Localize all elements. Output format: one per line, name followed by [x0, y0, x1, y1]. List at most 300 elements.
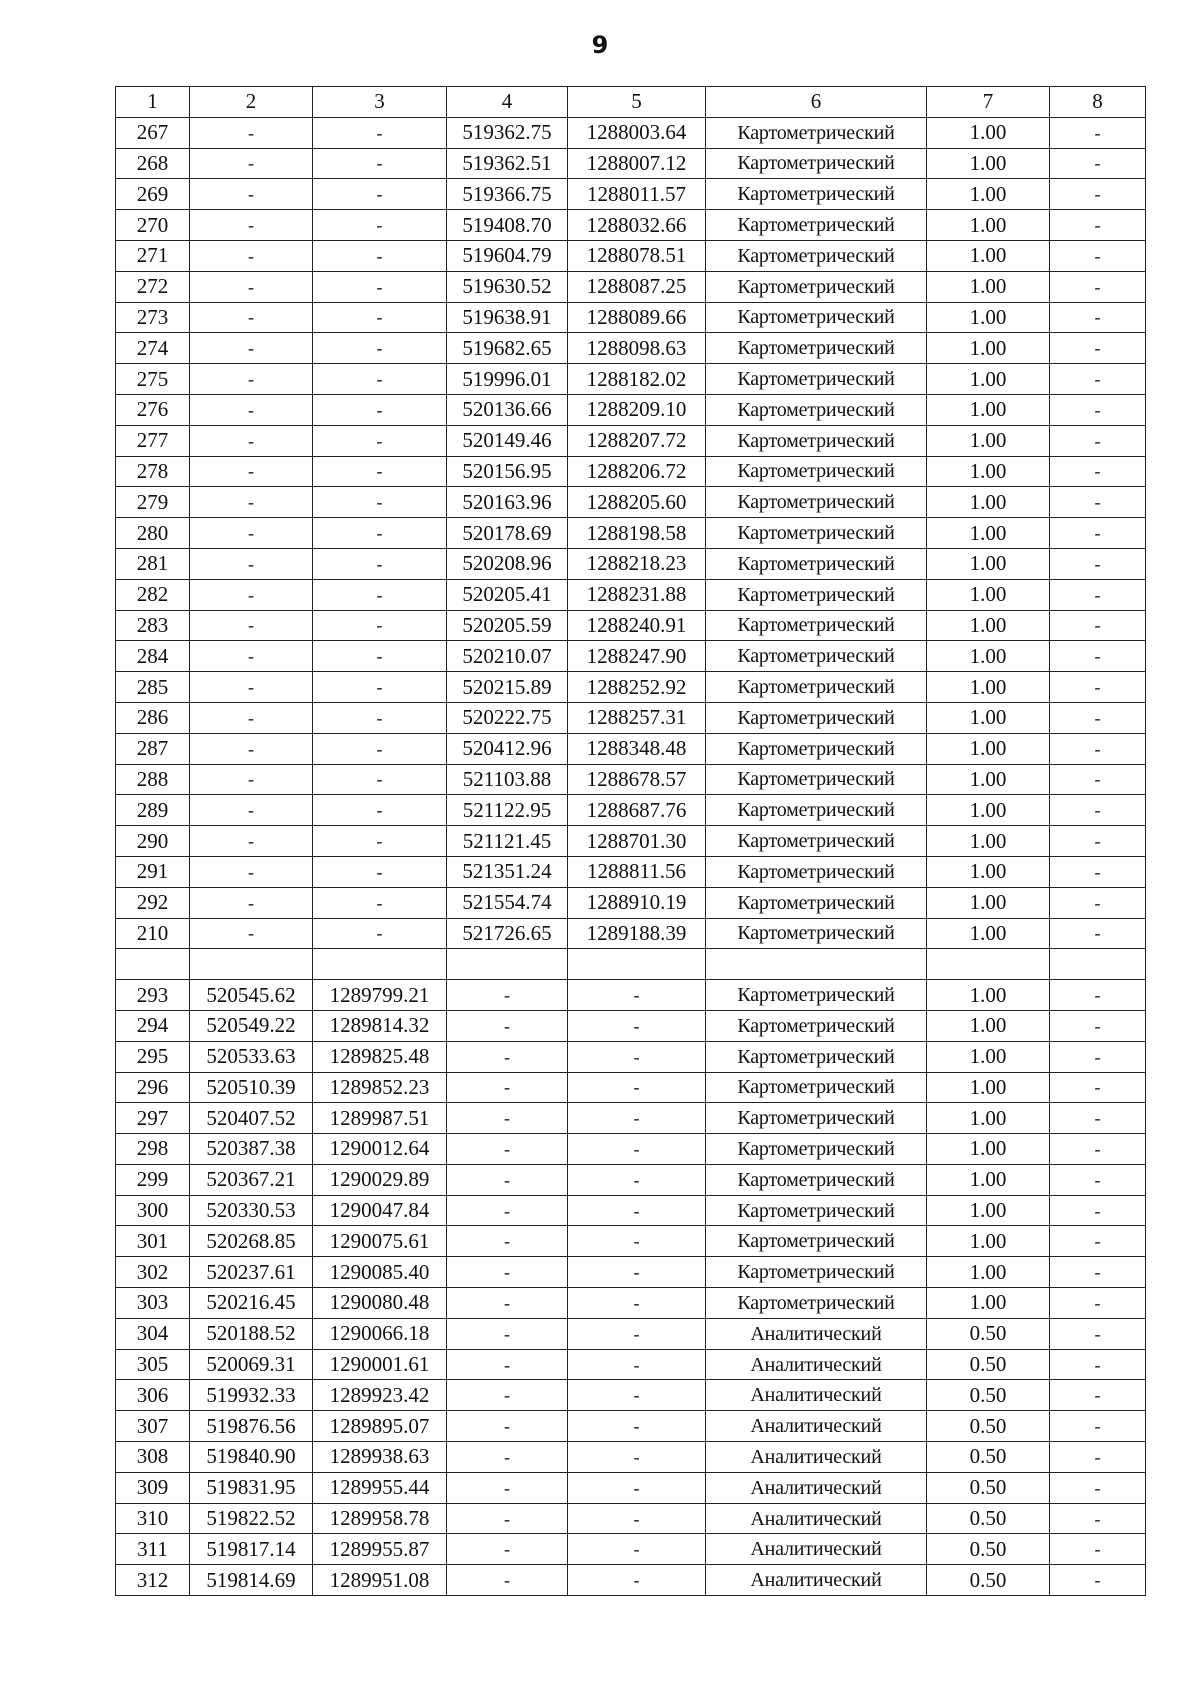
- accuracy-cell: 1.00: [927, 1134, 1050, 1165]
- coord-y-cell: -: [313, 333, 447, 364]
- method-cell: Картометрический: [706, 856, 927, 887]
- method-cell: Картометрический: [706, 887, 927, 918]
- note-cell: -: [1050, 394, 1146, 425]
- point-number-cell: [116, 949, 190, 980]
- method-cell: Картометрический: [706, 1072, 927, 1103]
- coord-x-cell: -: [190, 271, 313, 302]
- accuracy-cell: 1.00: [927, 271, 1050, 302]
- coord-x-cell: -: [190, 702, 313, 733]
- coord-x-old-cell: -: [447, 1472, 568, 1503]
- point-number-cell: 297: [116, 1103, 190, 1134]
- method-cell: Картометрический: [706, 1164, 927, 1195]
- coord-y-cell: 1289958.78: [313, 1503, 447, 1534]
- coord-x-old-cell: 519630.52: [447, 271, 568, 302]
- method-cell: Картометрический: [706, 610, 927, 641]
- point-number-cell: 277: [116, 425, 190, 456]
- accuracy-cell: 1.00: [927, 425, 1050, 456]
- coord-y-cell: 1289955.87: [313, 1534, 447, 1565]
- coord-x-old-cell: -: [447, 1503, 568, 1534]
- method-cell: Картометрический: [706, 394, 927, 425]
- note-cell: -: [1050, 980, 1146, 1011]
- table-row: [116, 887, 1146, 918]
- table-row: [116, 1442, 1146, 1473]
- coord-y-cell: 1289955.44: [313, 1472, 447, 1503]
- coord-y-old-cell: -: [568, 1226, 706, 1257]
- coord-x-old-cell: 520208.96: [447, 548, 568, 579]
- column-header: 6: [706, 87, 927, 118]
- coord-y-old-cell: -: [568, 1164, 706, 1195]
- accuracy-cell: 0.50: [927, 1565, 1050, 1596]
- table-row: [116, 1349, 1146, 1380]
- coord-x-cell: -: [190, 487, 313, 518]
- coord-x-old-cell: -: [447, 1565, 568, 1596]
- note-cell: -: [1050, 1349, 1146, 1380]
- table-row: [116, 117, 1146, 148]
- coord-y-cell: -: [313, 610, 447, 641]
- table-row: [116, 518, 1146, 549]
- coord-y-old-cell: -: [568, 1257, 706, 1288]
- table-row: [116, 672, 1146, 703]
- coord-y-old-cell: 1288032.66: [568, 210, 706, 241]
- method-cell: Картометрический: [706, 918, 927, 949]
- coord-y-cell: -: [313, 764, 447, 795]
- column-header: 5: [568, 87, 706, 118]
- table-row: [116, 1072, 1146, 1103]
- note-cell: [1050, 949, 1146, 980]
- coord-y-cell: -: [313, 487, 447, 518]
- coord-y-cell: 1289923.42: [313, 1380, 447, 1411]
- accuracy-cell: 0.50: [927, 1534, 1050, 1565]
- coord-x-cell: -: [190, 795, 313, 826]
- coord-y-old-cell: -: [568, 1195, 706, 1226]
- coord-x-cell: -: [190, 394, 313, 425]
- point-number-cell: 290: [116, 826, 190, 857]
- accuracy-cell: 1.00: [927, 302, 1050, 333]
- table-row: [116, 610, 1146, 641]
- method-cell: Картометрический: [706, 702, 927, 733]
- table-row: [116, 364, 1146, 395]
- coord-x-old-cell: 520163.96: [447, 487, 568, 518]
- point-number-cell: 305: [116, 1349, 190, 1380]
- point-number-cell: 279: [116, 487, 190, 518]
- coord-x-old-cell: 520136.66: [447, 394, 568, 425]
- table-row: [116, 1318, 1146, 1349]
- method-cell: Аналитический: [706, 1503, 927, 1534]
- method-cell: Картометрический: [706, 1134, 927, 1165]
- table-row: [116, 1010, 1146, 1041]
- point-number-cell: 270: [116, 210, 190, 241]
- coord-y-cell: -: [313, 887, 447, 918]
- note-cell: -: [1050, 672, 1146, 703]
- coord-x-cell: -: [190, 887, 313, 918]
- accuracy-cell: 1.00: [927, 918, 1050, 949]
- coord-y-old-cell: -: [568, 1103, 706, 1134]
- column-header: 4: [447, 87, 568, 118]
- point-number-cell: 272: [116, 271, 190, 302]
- point-number-cell: 284: [116, 641, 190, 672]
- method-cell: Аналитический: [706, 1472, 927, 1503]
- point-number-cell: 302: [116, 1257, 190, 1288]
- coord-y-cell: -: [313, 394, 447, 425]
- coord-x-cell: 520330.53: [190, 1195, 313, 1226]
- coord-x-cell: 520069.31: [190, 1349, 313, 1380]
- coord-y-old-cell: 1288240.91: [568, 610, 706, 641]
- note-cell: -: [1050, 1226, 1146, 1257]
- coord-y-old-cell: 1288087.25: [568, 271, 706, 302]
- table-row: [116, 425, 1146, 456]
- coord-x-cell: 519840.90: [190, 1442, 313, 1473]
- accuracy-cell: 1.00: [927, 487, 1050, 518]
- coord-y-old-cell: 1288078.51: [568, 240, 706, 271]
- coord-y-cell: -: [313, 179, 447, 210]
- note-cell: -: [1050, 1411, 1146, 1442]
- coord-y-cell: 1290080.48: [313, 1288, 447, 1319]
- coord-x-cell: -: [190, 148, 313, 179]
- coord-x-old-cell: 520149.46: [447, 425, 568, 456]
- coord-x-cell: -: [190, 518, 313, 549]
- table-row: [116, 1534, 1146, 1565]
- coord-x-old-cell: 520205.59: [447, 610, 568, 641]
- note-cell: -: [1050, 117, 1146, 148]
- coord-x-cell: -: [190, 641, 313, 672]
- note-cell: -: [1050, 1318, 1146, 1349]
- coord-y-old-cell: -: [568, 1411, 706, 1442]
- header-row: [116, 87, 1146, 118]
- method-cell: Картометрический: [706, 980, 927, 1011]
- coord-y-cell: -: [313, 856, 447, 887]
- point-number-cell: 268: [116, 148, 190, 179]
- point-number-cell: 292: [116, 887, 190, 918]
- accuracy-cell: 1.00: [927, 702, 1050, 733]
- accuracy-cell: 0.50: [927, 1503, 1050, 1534]
- coord-y-old-cell: 1288003.64: [568, 117, 706, 148]
- point-number-cell: 286: [116, 702, 190, 733]
- table-row: [116, 1380, 1146, 1411]
- accuracy-cell: 1.00: [927, 887, 1050, 918]
- coord-x-cell: -: [190, 425, 313, 456]
- coord-y-old-cell: 1288678.57: [568, 764, 706, 795]
- coord-x-cell: -: [190, 117, 313, 148]
- method-cell: Картометрический: [706, 487, 927, 518]
- coord-x-cell: -: [190, 333, 313, 364]
- coord-x-cell: -: [190, 179, 313, 210]
- note-cell: -: [1050, 1041, 1146, 1072]
- coord-x-old-cell: 521554.74: [447, 887, 568, 918]
- coord-y-old-cell: 1288218.23: [568, 548, 706, 579]
- note-cell: -: [1050, 887, 1146, 918]
- coord-x-cell: 519817.14: [190, 1534, 313, 1565]
- coord-y-old-cell: 1288811.56: [568, 856, 706, 887]
- coord-y-old-cell: 1288701.30: [568, 826, 706, 857]
- accuracy-cell: 1.00: [927, 364, 1050, 395]
- point-number-cell: 275: [116, 364, 190, 395]
- table-row: [116, 240, 1146, 271]
- method-cell: Картометрический: [706, 518, 927, 549]
- coord-y-cell: -: [313, 918, 447, 949]
- coord-x-cell: 520367.21: [190, 1164, 313, 1195]
- table-row: [116, 333, 1146, 364]
- note-cell: -: [1050, 1534, 1146, 1565]
- point-number-cell: 280: [116, 518, 190, 549]
- note-cell: -: [1050, 487, 1146, 518]
- coord-y-old-cell: -: [568, 1010, 706, 1041]
- table-row: [116, 856, 1146, 887]
- coord-y-old-cell: 1288207.72: [568, 425, 706, 456]
- table-row: [116, 949, 1146, 980]
- coord-y-cell: -: [313, 240, 447, 271]
- coord-x-cell: -: [190, 672, 313, 703]
- coord-x-cell: -: [190, 456, 313, 487]
- coord-y-cell: 1290066.18: [313, 1318, 447, 1349]
- coord-x-cell: -: [190, 826, 313, 857]
- accuracy-cell: 1.00: [927, 456, 1050, 487]
- method-cell: Картометрический: [706, 117, 927, 148]
- coord-y-old-cell: -: [568, 980, 706, 1011]
- table-row: [116, 702, 1146, 733]
- coord-x-cell: 520188.52: [190, 1318, 313, 1349]
- accuracy-cell: 1.00: [927, 1072, 1050, 1103]
- accuracy-cell: 1.00: [927, 1010, 1050, 1041]
- method-cell: Аналитический: [706, 1411, 927, 1442]
- coord-x-old-cell: 519362.51: [447, 148, 568, 179]
- coord-y-old-cell: 1289188.39: [568, 918, 706, 949]
- table-row: [116, 764, 1146, 795]
- table-row: [116, 1565, 1146, 1596]
- coord-y-cell: 1290029.89: [313, 1164, 447, 1195]
- coord-y-cell: -: [313, 271, 447, 302]
- point-number-cell: 304: [116, 1318, 190, 1349]
- coord-y-old-cell: 1288209.10: [568, 394, 706, 425]
- coord-x-cell: 520510.39: [190, 1072, 313, 1103]
- coord-y-old-cell: 1288007.12: [568, 148, 706, 179]
- accuracy-cell: 1.00: [927, 518, 1050, 549]
- coord-y-cell: -: [313, 210, 447, 241]
- table-row: [116, 1041, 1146, 1072]
- coord-y-cell: 1289825.48: [313, 1041, 447, 1072]
- method-cell: Картометрический: [706, 364, 927, 395]
- method-cell: Картометрический: [706, 456, 927, 487]
- method-cell: Картометрический: [706, 148, 927, 179]
- accuracy-cell: 1.00: [927, 1226, 1050, 1257]
- coord-y-cell: -: [313, 702, 447, 733]
- coord-y-old-cell: 1288089.66: [568, 302, 706, 333]
- accuracy-cell: 1.00: [927, 148, 1050, 179]
- method-cell: Картометрический: [706, 1041, 927, 1072]
- coord-y-cell: -: [313, 117, 447, 148]
- coord-x-cell: 520387.38: [190, 1134, 313, 1165]
- table-row: [116, 641, 1146, 672]
- coord-y-old-cell: -: [568, 1288, 706, 1319]
- coord-y-old-cell: 1288231.88: [568, 579, 706, 610]
- coord-x-old-cell: -: [447, 1411, 568, 1442]
- coord-x-cell: 520407.52: [190, 1103, 313, 1134]
- note-cell: -: [1050, 826, 1146, 857]
- point-number-cell: 278: [116, 456, 190, 487]
- coord-y-cell: 1290047.84: [313, 1195, 447, 1226]
- method-cell: Картометрический: [706, 548, 927, 579]
- coord-x-cell: -: [190, 364, 313, 395]
- coord-x-old-cell: 520412.96: [447, 733, 568, 764]
- coord-x-cell: 520545.62: [190, 980, 313, 1011]
- table-row: [116, 1411, 1146, 1442]
- coord-x-cell: -: [190, 733, 313, 764]
- note-cell: -: [1050, 425, 1146, 456]
- table-row: [116, 210, 1146, 241]
- point-number-cell: 300: [116, 1195, 190, 1226]
- coord-y-old-cell: -: [568, 1134, 706, 1165]
- note-cell: -: [1050, 702, 1146, 733]
- coord-x-old-cell: -: [447, 1010, 568, 1041]
- coord-x-old-cell: 519362.75: [447, 117, 568, 148]
- coord-x-old-cell: -: [447, 1534, 568, 1565]
- table-row: [116, 179, 1146, 210]
- point-number-cell: 303: [116, 1288, 190, 1319]
- coord-x-cell: 519831.95: [190, 1472, 313, 1503]
- method-cell: Картометрический: [706, 733, 927, 764]
- accuracy-cell: 1.00: [927, 1164, 1050, 1195]
- note-cell: -: [1050, 1103, 1146, 1134]
- coord-x-old-cell: 519682.65: [447, 333, 568, 364]
- note-cell: -: [1050, 271, 1146, 302]
- note-cell: -: [1050, 1195, 1146, 1226]
- accuracy-cell: 1.00: [927, 394, 1050, 425]
- coord-x-cell: 520549.22: [190, 1010, 313, 1041]
- table-row: [116, 1226, 1146, 1257]
- coord-x-old-cell: -: [447, 1072, 568, 1103]
- coord-y-cell: -: [313, 548, 447, 579]
- method-cell: Картометрический: [706, 1103, 927, 1134]
- table-row: [116, 302, 1146, 333]
- table-row: [116, 733, 1146, 764]
- accuracy-cell: [927, 949, 1050, 980]
- note-cell: -: [1050, 548, 1146, 579]
- coord-x-old-cell: -: [447, 1257, 568, 1288]
- note-cell: -: [1050, 1134, 1146, 1165]
- coord-y-cell: -: [313, 148, 447, 179]
- method-cell: Картометрический: [706, 425, 927, 456]
- method-cell: Аналитический: [706, 1442, 927, 1473]
- coord-x-old-cell: -: [447, 1226, 568, 1257]
- coord-y-old-cell: -: [568, 1349, 706, 1380]
- accuracy-cell: 1.00: [927, 333, 1050, 364]
- coord-y-old-cell: 1288252.92: [568, 672, 706, 703]
- method-cell: Картометрический: [706, 1288, 927, 1319]
- point-number-cell: 293: [116, 980, 190, 1011]
- coord-x-old-cell: -: [447, 1103, 568, 1134]
- coord-y-cell: 1290075.61: [313, 1226, 447, 1257]
- note-cell: -: [1050, 179, 1146, 210]
- note-cell: -: [1050, 1380, 1146, 1411]
- point-number-cell: 281: [116, 548, 190, 579]
- table-body: [116, 117, 1146, 1595]
- accuracy-cell: 1.00: [927, 1195, 1050, 1226]
- note-cell: -: [1050, 210, 1146, 241]
- note-cell: -: [1050, 240, 1146, 271]
- coord-y-old-cell: -: [568, 1318, 706, 1349]
- coord-x-cell: -: [190, 302, 313, 333]
- coord-x-old-cell: 520215.89: [447, 672, 568, 703]
- coord-y-old-cell: 1288011.57: [568, 179, 706, 210]
- accuracy-cell: 1.00: [927, 1257, 1050, 1288]
- note-cell: -: [1050, 333, 1146, 364]
- note-cell: -: [1050, 856, 1146, 887]
- method-cell: Картометрический: [706, 1226, 927, 1257]
- method-cell: Картометрический: [706, 764, 927, 795]
- coord-y-old-cell: 1288182.02: [568, 364, 706, 395]
- point-number-cell: 307: [116, 1411, 190, 1442]
- coord-y-old-cell: 1288205.60: [568, 487, 706, 518]
- accuracy-cell: 1.00: [927, 672, 1050, 703]
- point-number-cell: 285: [116, 672, 190, 703]
- table-row: [116, 980, 1146, 1011]
- coord-x-cell: -: [190, 610, 313, 641]
- accuracy-cell: 1.00: [927, 733, 1050, 764]
- coord-y-old-cell: -: [568, 1442, 706, 1473]
- accuracy-cell: 0.50: [927, 1318, 1050, 1349]
- column-header: 2: [190, 87, 313, 118]
- accuracy-cell: 1.00: [927, 1103, 1050, 1134]
- coord-x-old-cell: 520178.69: [447, 518, 568, 549]
- coord-x-old-cell: 519604.79: [447, 240, 568, 271]
- note-cell: -: [1050, 1288, 1146, 1319]
- method-cell: Картометрический: [706, 641, 927, 672]
- coord-x-old-cell: 519408.70: [447, 210, 568, 241]
- note-cell: -: [1050, 1164, 1146, 1195]
- accuracy-cell: 1.00: [927, 826, 1050, 857]
- coord-x-cell: -: [190, 764, 313, 795]
- table-row: [116, 826, 1146, 857]
- note-cell: -: [1050, 764, 1146, 795]
- method-cell: Картометрический: [706, 826, 927, 857]
- coord-x-old-cell: 520222.75: [447, 702, 568, 733]
- method-cell: [706, 949, 927, 980]
- method-cell: Картометрический: [706, 579, 927, 610]
- coord-x-old-cell: 520205.41: [447, 579, 568, 610]
- accuracy-cell: 1.00: [927, 117, 1050, 148]
- page-number: 9: [591, 31, 609, 59]
- method-cell: Картометрический: [706, 333, 927, 364]
- accuracy-cell: 1.00: [927, 579, 1050, 610]
- table-row: [116, 1257, 1146, 1288]
- coord-x-old-cell: -: [447, 980, 568, 1011]
- method-cell: Картометрический: [706, 240, 927, 271]
- coord-y-cell: -: [313, 826, 447, 857]
- coord-x-cell: -: [190, 548, 313, 579]
- point-number-cell: 306: [116, 1380, 190, 1411]
- column-header: 3: [313, 87, 447, 118]
- point-number-cell: 267: [116, 117, 190, 148]
- accuracy-cell: 1.00: [927, 1041, 1050, 1072]
- point-number-cell: 310: [116, 1503, 190, 1534]
- accuracy-cell: 1.00: [927, 240, 1050, 271]
- table-row: [116, 918, 1146, 949]
- accuracy-cell: 1.00: [927, 764, 1050, 795]
- coord-y-old-cell: [568, 949, 706, 980]
- method-cell: Картометрический: [706, 210, 927, 241]
- point-number-cell: 283: [116, 610, 190, 641]
- method-cell: Аналитический: [706, 1534, 927, 1565]
- column-header: 8: [1050, 87, 1146, 118]
- coord-x-cell: -: [190, 856, 313, 887]
- coord-x-old-cell: 521121.45: [447, 826, 568, 857]
- method-cell: Картометрический: [706, 795, 927, 826]
- note-cell: -: [1050, 918, 1146, 949]
- point-number-cell: 287: [116, 733, 190, 764]
- coord-x-cell: 519814.69: [190, 1565, 313, 1596]
- table-row: [116, 1103, 1146, 1134]
- method-cell: Аналитический: [706, 1380, 927, 1411]
- method-cell: Картометрический: [706, 1195, 927, 1226]
